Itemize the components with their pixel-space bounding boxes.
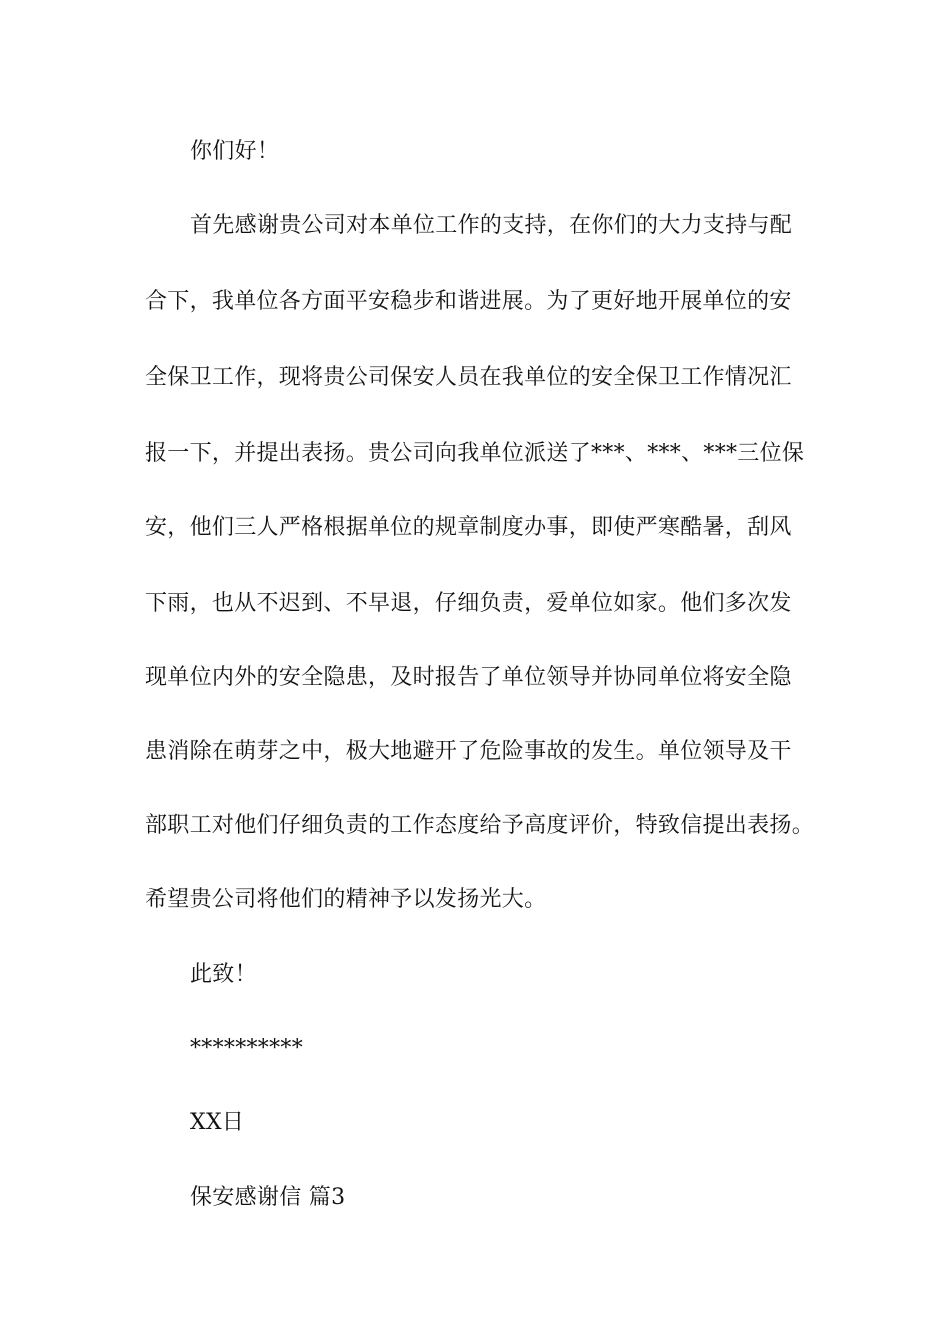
body-line: 部职工对他们仔细负责的工作态度给予高度评价，特致信提出表扬。 bbox=[145, 813, 815, 838]
signature: ********** bbox=[190, 1036, 303, 1061]
body-line: 希望贵公司将他们的精神予以发扬光大。 bbox=[145, 887, 547, 912]
body-line: 首先感谢贵公司对本单位工作的支持，在你们的大力支持与配 bbox=[190, 213, 793, 238]
section-title: 保安感谢信 篇3 bbox=[190, 1185, 346, 1210]
closing: 此致！ bbox=[190, 962, 257, 987]
body-line: 报一下，并提出表扬。贵公司向我单位派送了***、***、***三位保 bbox=[145, 441, 805, 466]
body-line: 现单位内外的安全隐患，及时报告了单位领导并协同单位将安全隐 bbox=[145, 665, 792, 690]
body-line: 患消除在萌芽之中，极大地避开了危险事故的发生。单位领导及干 bbox=[145, 739, 792, 764]
date: XX日 bbox=[190, 1110, 245, 1135]
body-line: 安，他们三人严格根据单位的规章制度办事，即使严寒酷暑，刮风 bbox=[145, 515, 792, 540]
body-line: 合下，我单位各方面平安稳步和谐进展。为了更好地开展单位的安 bbox=[145, 289, 792, 314]
greeting: 你们好！ bbox=[190, 139, 280, 164]
body-line: 下雨，也从不迟到、不早退，仔细负责，爱单位如家。他们多次发 bbox=[145, 591, 792, 616]
body-line: 全保卫工作，现将贵公司保安人员在我单位的安全保卫工作情况汇 bbox=[145, 365, 792, 390]
